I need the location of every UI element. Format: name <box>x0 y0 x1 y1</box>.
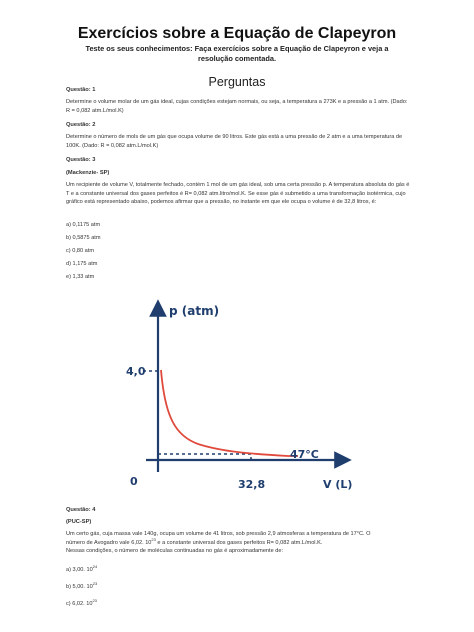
option-c-exp: 23 <box>92 598 97 604</box>
origin-label: 0 <box>130 475 138 488</box>
question-3-option-a: a) 0,1175 atm <box>66 222 101 228</box>
page-subtitle: Teste os seus conhecimentos: Faça exercícios sobre a Equação de Clapeyron e veja a resolução comentada. <box>85 44 389 63</box>
question-4-line-2a: número de Avogadro vale 6,02. 10 <box>66 539 152 546</box>
isotherm-curve <box>161 370 298 456</box>
question-3-option-e: e) 1,33 atm <box>66 274 95 280</box>
question-4-text <box>66 530 412 556</box>
section-heading: Perguntas <box>208 75 266 89</box>
question-1-text: Determine o volume molar de um gás ideal, cujas condições estejam normais, ou seja, a temperatura a 273K e a pressão a 1 atm. (Dado: R = 0,082 atm.L/mol.K) <box>66 99 408 114</box>
question-1-label: Questão: 1 <box>66 87 96 93</box>
question-4-line-1: Um certo gás, cuja massa vale 140g, ocupa um volume de 41 litros, sob pressão 2,9 atmosferas a temperatura de 17°C. O <box>66 531 371 537</box>
question-3-label: Questão: 3 <box>66 157 96 163</box>
x-tick-label: 32,8 <box>238 478 266 491</box>
question-4-line-2-exp: 23 <box>151 536 156 542</box>
question-4-label: Questão: 4 <box>66 507 96 513</box>
question-4-option-c <box>66 598 97 607</box>
isotherm-graph <box>118 296 368 496</box>
question-2-text: Determine o número de mols de um gás que ocupa volume de 90 litros. Este gás está a uma pressão de 2 atm e a uma temperatura de 100K. (Dado: R = 0,082 atm.L/mol.K) <box>66 134 403 149</box>
question-3-option-d: d) 1,175 atm <box>66 261 98 267</box>
page-title: Exercícios sobre a Equação de Clapeyron <box>77 25 397 42</box>
x-axis-label: V (L) <box>323 478 353 491</box>
option-a-exp: 24 <box>92 564 98 570</box>
question-3-option-c: c) 0,80 atm <box>66 248 94 254</box>
question-3-option-b: b) 0,5875 atm <box>66 235 101 241</box>
question-4-line-3: Nessas condições, o número de moléculas continuadas no gás é aproximadamente de: <box>66 548 284 555</box>
option-c-base: c) 6,02. 10 <box>66 601 93 607</box>
question-4-line-2b: e a constante universal dos gases perfeitos R= 0,082 atm.L/mol.K. <box>155 539 323 546</box>
question-4-option-a <box>66 564 98 573</box>
question-2-label: Questão: 2 <box>66 122 96 128</box>
option-b-base: b) 5,00. 10 <box>66 584 93 590</box>
question-3-text: Um recipiente de volume V, totalmente fechado, contém 1 mol de um gás ideal, sob uma certa pressão p. A temperatura absoluta do gás é T e a constante universal dos gases perfeitos é R= 0,082 atm.litro/mol.K. Se esse gás é submetido a uma transformação isotérmica, cujo gráfico está representado abaixo, podemos afirmar que a pressão, no instante em que ele ocupa o volume é de 32,8 litros, é: <box>66 182 410 206</box>
question-3-source: (Mackenzie- SP) <box>66 170 110 176</box>
option-b-exp: 23 <box>92 581 98 587</box>
y-tick-label: 4,0 <box>126 365 146 378</box>
question-4-source: (PUC-SP) <box>66 519 92 525</box>
y-axis-label: p (atm) <box>169 304 220 318</box>
curve-label: 47°C <box>290 448 319 461</box>
question-4-option-b <box>66 581 98 590</box>
option-a-base: a) 3,00. 10 <box>66 567 93 573</box>
